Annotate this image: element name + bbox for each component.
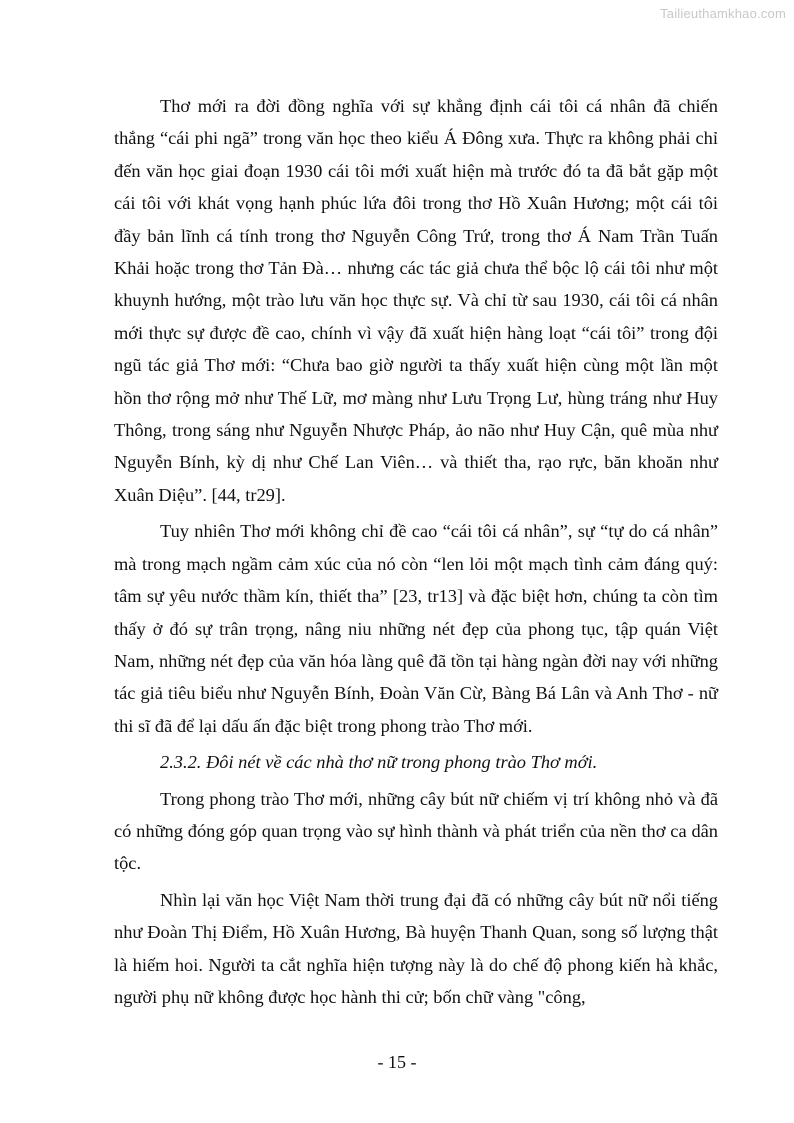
document-body xyxy=(114,90,718,1017)
paragraph-cay-but-nu: Trong phong trào Thơ mới, những cây bút nữ chiếm vị trí không nhỏ và đã có những đóng góp quan trọng vào sự hình thành và phát triển của nền thơ ca dân tộc. xyxy=(114,788,718,874)
watermark: Tailieuthamkhao.com xyxy=(660,6,786,21)
paragraph-van-hoc-trung-dai: Nhìn lại văn học Việt Nam thời trung đại đã có những cây bút nữ nổi tiếng như Đoàn Thị Điểm, Hồ Xuân Hương, Bà huyện Thanh Quan, song số lượng thật là hiếm hoi. Người ta cắt nghĩa hiện tượng này là do chế độ phong kiến hà khắc, người phụ nữ không được học hành thi cử; bốn chữ vàng "công, xyxy=(114,889,718,1007)
page-number: - 15 - xyxy=(377,1052,417,1072)
paragraph-tho-moi-cai-toi: Thơ mới ra đời đồng nghĩa với sự khẳng định cái tôi cá nhân đã chiến thắng “cái phi ngã” trong văn học theo kiểu Á Đông xưa. Thực ra không phải chỉ đến văn học giai đoạn 1930 cái tôi mới xuất hiện mà trước đó ta đã bắt gặp một cái tôi với khát vọng hạnh phúc lứa đôi trong thơ Hồ Xuân Hương; một cái tôi đầy bản lĩnh cá tính trong thơ Nguyễn Công Trứ, trong thơ Á Nam Trần Tuấn Khải hoặc trong thơ Tản Đà… nhưng các tác giả chưa thể bộc lộ cái tôi như một khuynh hướng, một trào lưu văn học thực sự. Và chỉ từ sau 1930, cái tôi cá nhân mới thực sự được đề cao, chính vì vậy đã xuất hiện hàng loạt “cái tôi” trong đội ngũ tác giả Thơ mới: “Chưa bao giờ người ta thấy xuất hiện cùng một lần một hồn thơ rộng mở như Thế Lữ, mơ màng như Lưu Trọng Lư, hùng tráng như Huy Thông, trong sáng như Nguyễn Nhược Pháp, ảo não như Huy Cận, quê mùa như Nguyễn Bính, kỳ dị như Chế Lan Viên… và thiết tha, rạo rực, băn khoăn như Xuân Diệu”. [44, tr29]. xyxy=(114,96,718,505)
paragraph-ca-nhan-que-huong: Tuy nhiên Thơ mới không chỉ đề cao “cái tôi cá nhân”, sự “tự do cá nhân” mà trong mạch ngầm cảm xúc của nó còn “len lỏi một mạch tình cảm đáng quý: tâm sự yêu nước thầm kín, thiết tha” [23, tr13] và đặc biệt hơn, chúng ta còn tìm thấy ở đó sự trân trọng, nâng niu những nét đẹp của phong tục, tập quán Việt Nam, những nét đẹp của văn hóa làng quê đã tồn tại hàng ngàn đời nay với những tác giả tiêu biểu như Nguyễn Bính, Đoàn Văn Cừ, Bàng Bá Lân và Anh Thơ - nữ thi sĩ đã để lại dấu ấn đặc biệt trong phong trào Thơ mới. xyxy=(114,521,718,736)
section-heading: 2.3.2. Đôi nét về các nhà thơ nữ trong phong trào Thơ mới. xyxy=(160,752,598,773)
